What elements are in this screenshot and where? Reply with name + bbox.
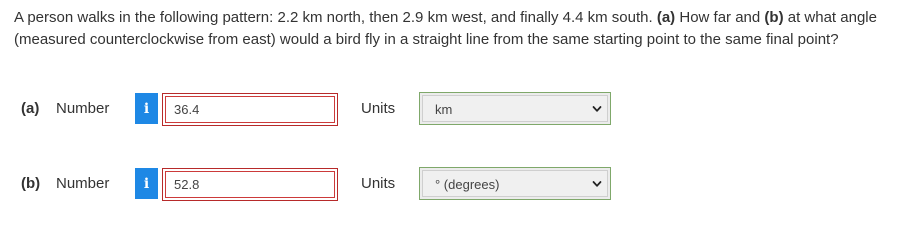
answer-box-b [162,168,338,201]
chevron-down-icon [592,179,602,189]
question-part-b-marker: (b) [764,9,784,26]
number-label-b: Number [56,175,110,192]
number-label-a: Number [56,100,110,117]
info-icon: i [143,175,150,192]
units-label-a: Units [361,100,396,117]
units-selected-value-b: ° (degrees) [435,177,500,192]
question-text-part-3: at what angle (measured counterclockwise from east) would a bird fly in a straight line from the same starting point to the same final point? [14,9,877,48]
part-label-b: (b) [21,175,41,192]
units-selected-value-a: km [435,102,453,117]
number-input-a[interactable] [165,96,335,123]
question-text [14,7,914,51]
question-text-part-2: How far and [675,9,765,26]
answer-row-a [0,92,918,126]
question-part-a-marker: (a) [656,9,676,26]
question-text-part-1: A person walks in the following pattern: 2.2 km north, then 2.9 km west, and finally 4.4 km south. [14,9,657,26]
info-button-a[interactable] [135,93,158,124]
info-icon: i [143,100,150,117]
answer-row-b [0,167,918,201]
answer-box-a [162,93,338,126]
chevron-down-icon [592,104,602,114]
units-select-inner-b [422,170,608,197]
info-button-b[interactable] [135,168,158,199]
units-select-b[interactable] [419,167,611,200]
units-label-b: Units [361,175,396,192]
part-label-a: (a) [21,100,40,117]
units-select-inner-a [422,95,608,122]
units-select-a[interactable] [419,92,611,125]
number-input-b[interactable] [165,171,335,198]
